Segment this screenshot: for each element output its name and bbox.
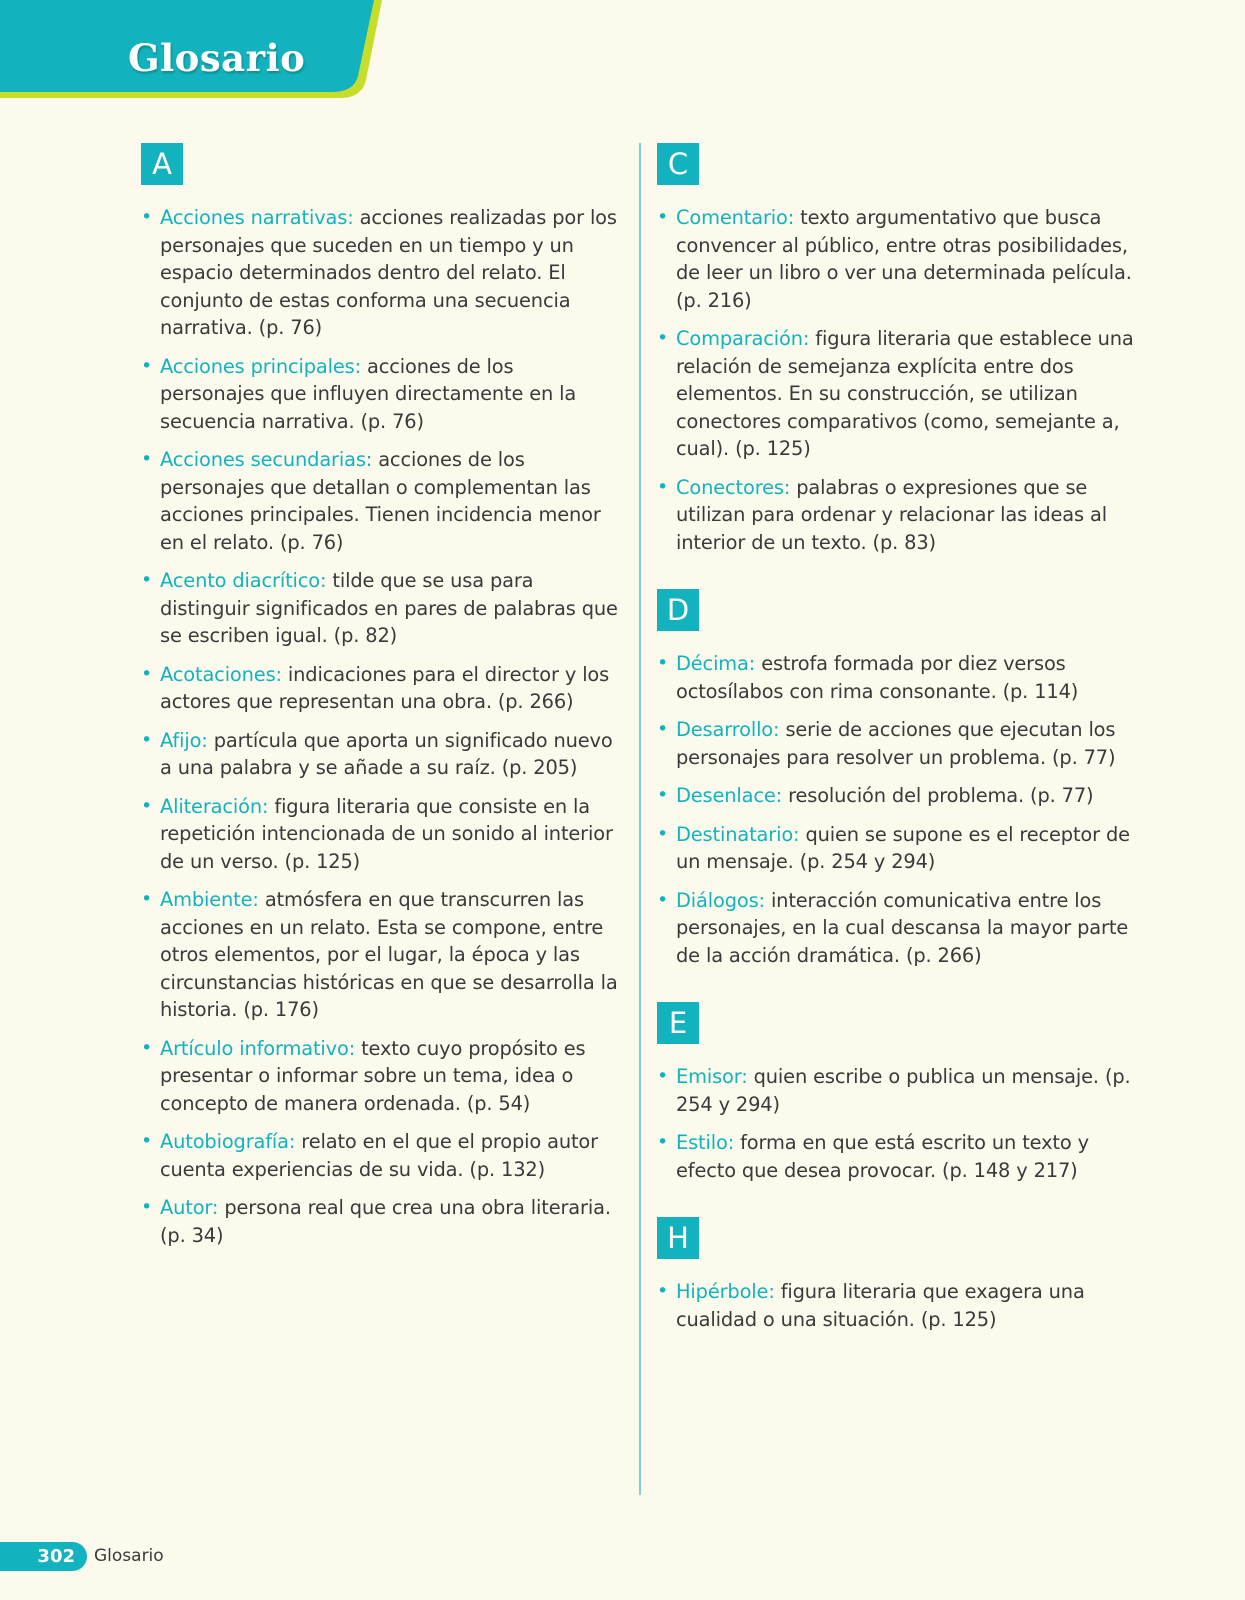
entry-list [141,204,621,1249]
entry-definition: quien escribe o publica un mensaje. (p. 254 y 294) [676,1065,1131,1116]
bullet-icon: • [657,1131,669,1153]
glossary-entry [141,1128,621,1183]
entry-list [657,650,1147,969]
entry-definition: tilde que se usa para distinguir significados en pares de palabras que se escriben igual. (p. 82) [160,569,618,647]
bullet-icon: • [141,728,153,751]
bullet-icon: • [141,1196,153,1218]
entry-definition: indicaciones para el director y los actores que representan una obra. (p. 266) [160,662,610,713]
bullet-icon: • [657,718,669,740]
entry-definition: figura literaria que consiste en la repetición intencionada de un sonido al interior de un verso. (p. 125) [160,794,613,873]
entry-definition: serie de acciones que ejecutan los personajes para resolver un problema. (p. 77) [676,718,1116,769]
entry-definition: texto argumentativo que busca convencer al público, entre otras posibilidades, de leer un libro o ver una determinada película. (p. 216) [676,206,1132,312]
entry-term: Autor: [160,1196,219,1219]
page-number-tab [0,1542,87,1571]
entry-definition: atmósfera en que transcurren las acciones en un relato. Esta se compone, entre otros elementos, por el lugar, la época y las circunstancias históricas en que se desarrolla la historia. (p. 176) [160,888,618,1021]
glossary-entry [141,353,621,436]
bullet-icon: • [657,1065,669,1087]
bullet-icon: • [657,888,669,911]
bullet-icon: • [657,784,669,806]
entry-term: Artículo informativo: [160,1036,356,1060]
glossary-entry [141,661,621,716]
entry-definition: quien se supone es el receptor de un mensaje. (p. 254 y 294) [676,822,1130,873]
glossary-entry [141,446,621,556]
glossary-section-a [141,143,621,1249]
entry-definition: resolución del problema. (p. 77) [788,784,1094,807]
entry-definition: estrofa formada por diez versos octosílabos con rima consonante. (p. 114) [676,652,1079,703]
entry-term: Acciones principales: [160,354,361,378]
entry-definition: acciones de los personajes que detallan o complementan las acciones principales. Tienen incidencia menor en el relato. (p. 76) [160,448,601,554]
entry-term: Emisor: [676,1065,748,1088]
glossary-section-e [657,1002,1147,1184]
section-letter: H [657,1217,699,1259]
entry-term: Acotaciones: [160,662,282,686]
entry-term: Desenlace: [676,784,783,807]
entry-term: Destinatario: [676,822,800,846]
entry-definition: figura literaria que establece una relación de semejanza explícita entre dos elementos. En su construcción, se utilizan conectores comparativos (como, semejante a, cual). (p. 125) [676,327,1134,460]
section-letter: A [141,143,183,185]
entry-definition: partícula que aporta un significado nuevo a una palabra y se añade a su raíz. (p. 205) [160,728,613,779]
page-number: 302 [37,1546,75,1567]
bullet-icon: • [141,569,153,591]
glossary-entry [657,782,1147,810]
entry-term: Estilo: [676,1131,735,1154]
glossary-entry [657,204,1147,314]
entry-term: Acciones secundarias: [160,448,373,471]
section-letter: D [657,589,699,631]
right-column [657,143,1147,1366]
bullet-icon: • [141,662,153,685]
glossary-entry [141,204,621,342]
column-divider [639,143,641,1495]
entry-list [657,1278,1147,1333]
bullet-icon: • [141,888,153,910]
entry-term: Afijo: [160,728,208,752]
entry-term: Acciones narrativas: [160,206,354,229]
entry-definition: persona real que crea una obra literaria. (p. 34) [160,1196,611,1247]
glossary-entry [657,887,1147,970]
section-letter: E [657,1002,699,1044]
bullet-icon: • [657,1280,669,1302]
entry-term: Autobiografía: [160,1130,296,1153]
bullet-icon: • [657,206,669,228]
glossary-entry [657,716,1147,771]
glossary-entry [141,567,621,650]
glossary-entry [141,793,621,876]
entry-definition: figura literaria que exagera una cualidad o una situación. (p. 125) [676,1280,1085,1331]
glossary-entry [141,886,621,1024]
entry-list [657,204,1147,556]
bullet-icon: • [141,354,153,377]
bullet-icon: • [141,1130,153,1152]
entry-term: Acento diacrítico: [160,569,327,592]
entry-term: Comentario: [676,206,795,229]
glossary-entry [141,1035,621,1118]
glossary-section-c [657,143,1147,556]
bullet-icon: • [141,206,153,228]
glossary-section-h [657,1217,1147,1333]
entry-definition: texto cuyo propósito es presentar o informar sobre un tema, idea o concepto de manera ordenada. (p. 54) [160,1036,586,1115]
entry-term: Décima: [676,652,756,675]
glossary-entry [141,1194,621,1249]
glossary-entry [657,650,1147,705]
entry-term: Diálogos: [676,888,765,912]
entry-list [657,1063,1147,1184]
bullet-icon: • [141,794,153,817]
bullet-icon: • [141,1036,153,1059]
entry-definition: relato en el que el propio autor cuenta experiencias de su vida. (p. 132) [160,1130,598,1181]
entry-definition: forma en que está escrito un texto y efecto que desea provocar. (p. 148 y 217) [676,1131,1089,1182]
glossary-entry [657,474,1147,557]
page-title: Glosario [128,36,306,80]
bullet-icon: • [657,327,669,349]
glossary-entry [657,821,1147,876]
glossary-section-d [657,589,1147,969]
entry-term: Desarrollo: [676,718,780,741]
glossary-entry [657,1278,1147,1333]
entry-definition: palabras o expresiones que se utilizan para ordenar y relacionar las ideas al interior de un texto. (p. 83) [676,475,1107,554]
left-column [141,143,621,1282]
entry-definition: acciones de los personajes que influyen directamente en la secuencia narrativa. (p. 76) [160,354,577,433]
entry-term: Comparación: [676,327,810,350]
footer-label: Glosario [94,1546,164,1566]
bullet-icon: • [657,475,669,498]
glossary-entry [657,1063,1147,1118]
bullet-icon: • [657,652,669,674]
bullet-icon: • [141,448,153,470]
glossary-entry [657,1129,1147,1184]
entry-term: Conectores: [676,475,791,499]
glossary-entry [657,325,1147,463]
entry-term: Ambiente: [160,888,259,911]
glossary-entry [141,727,621,782]
bullet-icon: • [657,822,669,845]
section-letter: C [657,143,699,185]
entry-term: Aliteración: [160,794,269,818]
entry-term: Hipérbole: [676,1280,775,1303]
entry-definition: acciones realizadas por los personajes que suceden en un tiempo y un espacio determinados dentro del relato. El conjunto de estas conforma una secuencia narrativa. (p. 76) [160,206,617,339]
entry-definition: interacción comunicativa entre los personajes, en la cual descansa la mayor parte de la acción dramática. (p. 266) [676,888,1129,967]
